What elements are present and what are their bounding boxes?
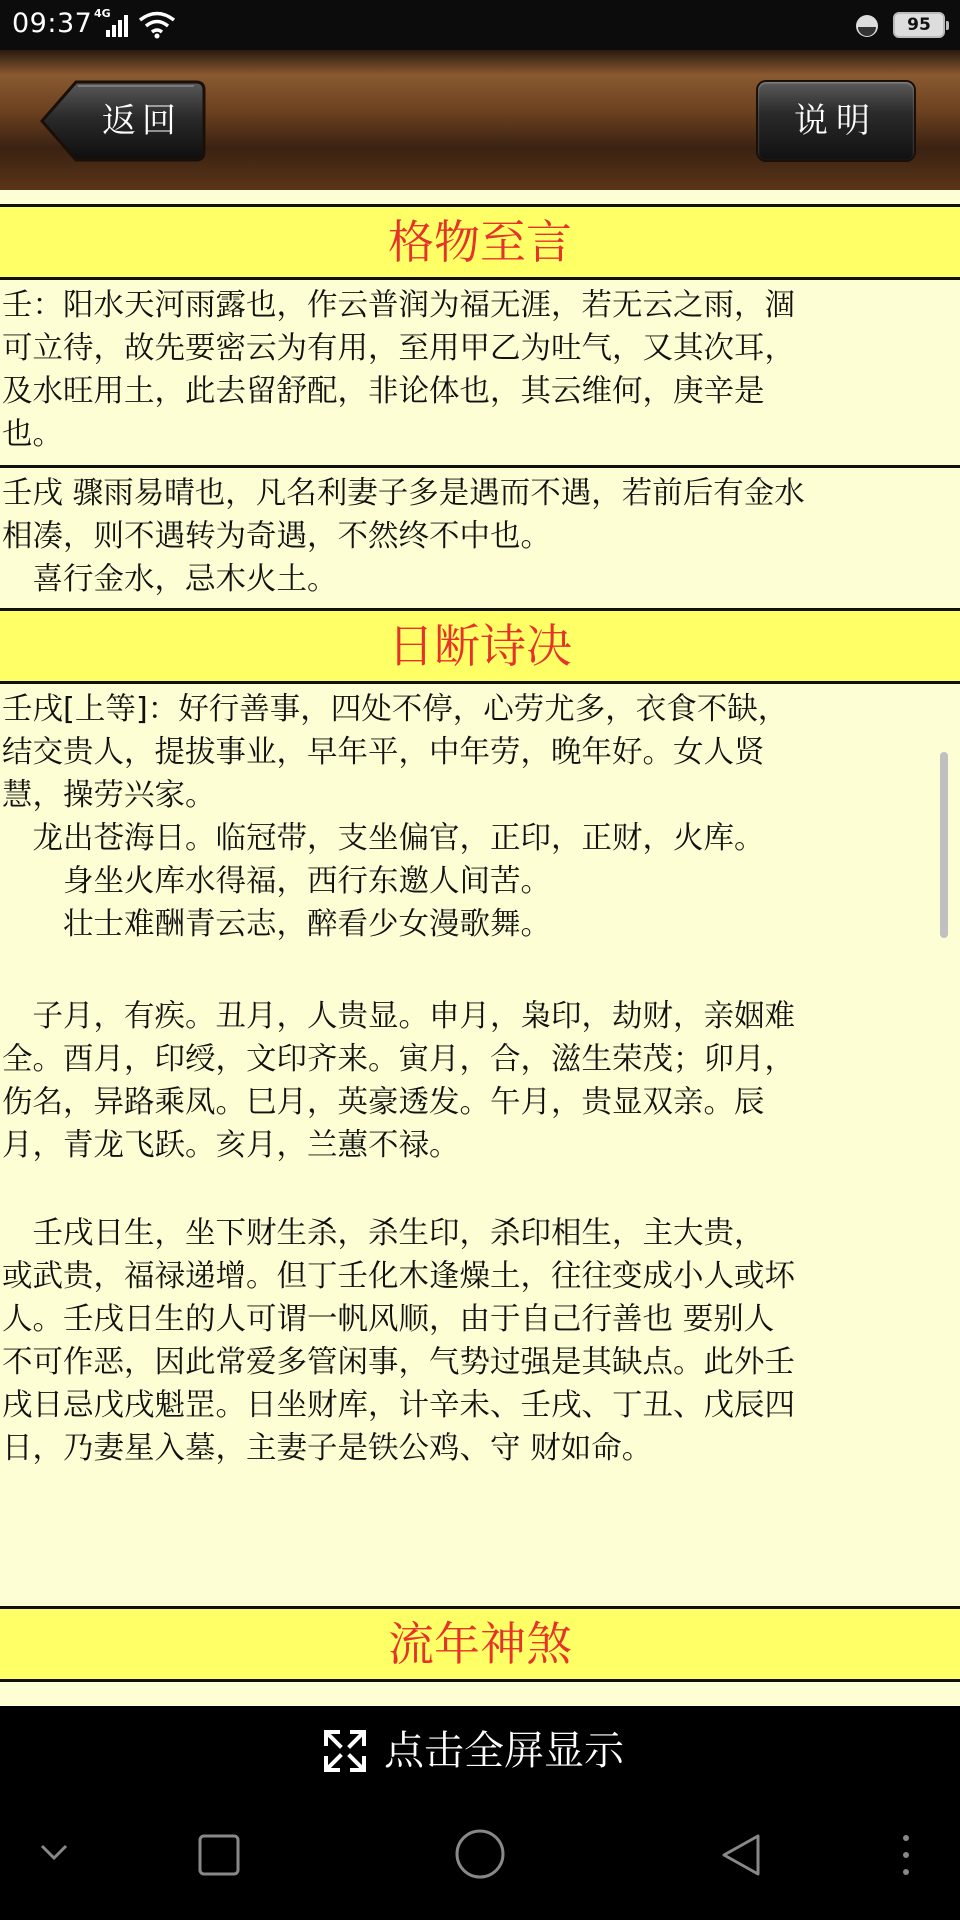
- back-triangle-icon[interactable]: [718, 1832, 764, 1878]
- paragraph-renxu-rank: [2, 688, 948, 946]
- section-title-gewu: 格物至言: [0, 204, 960, 280]
- text-line: 子月，有疾。丑月，人贵显。申月，枭印，劫财，亲姻难: [2, 999, 795, 1034]
- status-bar: [0, 0, 960, 50]
- scrollbar-thumb[interactable]: [940, 752, 948, 938]
- info-button[interactable]: 说明: [756, 80, 916, 162]
- paragraph-months: [2, 995, 948, 1167]
- text-line: 身坐火库水得福，西行东邀人间苦。: [2, 864, 551, 899]
- app-header: [0, 50, 960, 190]
- clipped-previous-text: [0, 190, 960, 204]
- text-line: 壬戌日生，坐下财生杀，杀生印，杀印相生，主大贵，: [2, 1216, 765, 1251]
- text-line: 相凑，则不遇转为奇遇，不然终不中也。: [2, 519, 551, 554]
- section-title-riduan: 日断诗决: [0, 608, 960, 684]
- wifi-icon: [138, 11, 176, 39]
- network-type: 4G: [94, 7, 111, 20]
- system-nav-bar: [0, 1796, 960, 1920]
- text-line: 月，青龙飞跃。亥月，兰蕙不禄。: [2, 1128, 460, 1163]
- fullscreen-bar[interactable]: [0, 1706, 960, 1796]
- text-line: 壬戌 骤雨易晴也，凡名利妻子多是遇而不遇，若前后有金水: [2, 476, 805, 511]
- text-line: 慧，操劳兴家。: [2, 778, 216, 813]
- paragraph-renxu: [2, 472, 948, 601]
- text-line: 戌日忌戊戌魁罡。日坐财库，计辛未、壬戌、丁丑、戊辰四: [2, 1388, 795, 1423]
- home-circle-icon[interactable]: [452, 1826, 508, 1882]
- text-line: 及水旺用土，此去留舒配，非论体也，其云维何，庚辛是: [2, 374, 765, 409]
- text-line: 喜行金水，忌木火土。: [2, 562, 338, 597]
- battery-indicator: 95: [893, 12, 945, 38]
- recents-square-icon[interactable]: [196, 1832, 242, 1878]
- text-line: 壬：阳水天河雨露也，作云普润为福无涯，若无云之雨，涸: [2, 288, 795, 323]
- text-line: 伤名，异路乘凤。巳月，英豪透发。午月，贵显双亲。辰: [2, 1085, 765, 1120]
- paragraph-ren-water: [2, 284, 948, 456]
- data-saver-icon: [854, 13, 880, 39]
- divider: [0, 465, 960, 468]
- back-button[interactable]: [40, 80, 206, 162]
- text-line: 日，乃妻星入墓，主妻子是铁公鸡、守 财如命。: [2, 1431, 653, 1466]
- text-line: 龙出苍海日。临冠带，支坐偏官，正印，正财，火库。: [2, 821, 765, 856]
- text-line: 人。壬戌日生的人可谓一帆风顺，由于自己行善也 要别人: [2, 1302, 775, 1337]
- back-button-label: 返回: [102, 101, 182, 141]
- paragraph-renxu-day: [2, 1212, 948, 1470]
- status-time: 09:37: [12, 8, 93, 39]
- section-title-liunian: 流年神煞: [0, 1606, 960, 1682]
- text-line: 壮士难酬青云志，醉看少女漫歌舞。: [2, 907, 551, 942]
- text-line: 不可作恶，因此常爱多管闲事，气势过强是其缺点。此外壬: [2, 1345, 795, 1380]
- clipped-next-text: [0, 1688, 960, 1702]
- text-line: 可立待，故先要密云为有用，至用甲乙为吐气，又其次耳，: [2, 331, 795, 366]
- text-line: 也。: [2, 417, 63, 452]
- content-area[interactable]: [0, 190, 960, 1706]
- fullscreen-icon: [322, 1728, 368, 1774]
- fullscreen-label: 点击全屏显示: [384, 1728, 624, 1774]
- text-line: 结交贵人，提拔事业，早年平，中年劳，晚年好。女人贤: [2, 735, 765, 770]
- text-line: 或武贵，福禄递增。但丁壬化木逢燥土，往往变成小人或坏: [2, 1259, 795, 1294]
- text-line: 全。酉月，印绶，文印齐来。寅月，合，滋生荣茂；卯月，: [2, 1042, 795, 1077]
- more-dots-icon[interactable]: [894, 1832, 918, 1878]
- signal-icon: [96, 14, 130, 38]
- chevron-down-icon[interactable]: [34, 1832, 74, 1872]
- text-line: 壬戌[上等]：好行善事，四处不停，心劳尤多，衣食不缺，: [2, 692, 789, 727]
